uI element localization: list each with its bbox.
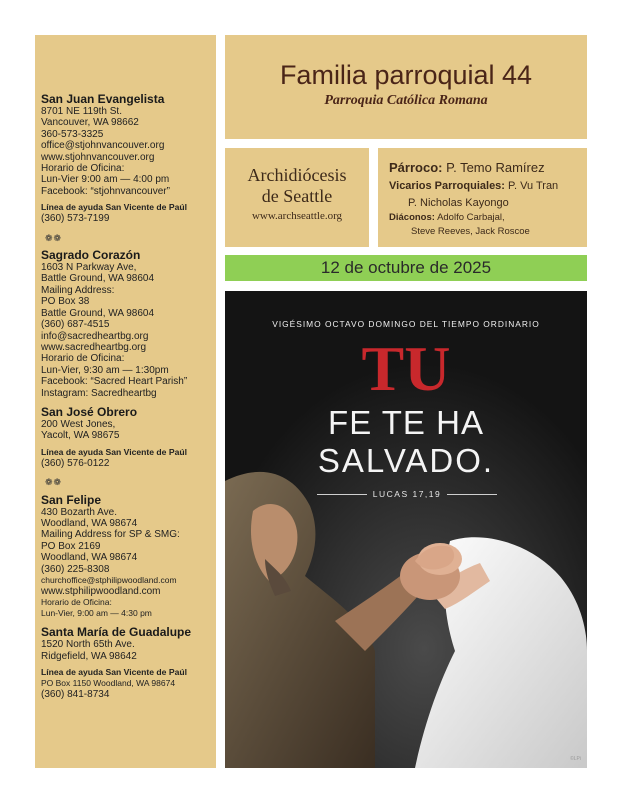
divider <box>447 494 497 495</box>
deacons-label: Diáconos: <box>389 212 435 223</box>
mailing-line: Woodland, WA 98674 <box>41 552 138 564</box>
address-line: Woodland, WA 98674 <box>41 517 138 529</box>
pastor-name: P. Temo Ramírez <box>446 160 545 175</box>
website-link[interactable]: www.stjohnvancouver.org <box>41 151 155 163</box>
bulletin-title: Familia parroquial 44 <box>279 60 533 90</box>
mailing-line: PO Box 38 <box>41 296 90 308</box>
flower-separator-icon: ❁❁ <box>45 232 63 243</box>
hotline-address: PO Box 1150 Woodland, WA 98674 <box>41 678 176 689</box>
parish-san-juan <box>41 92 216 225</box>
address-line: 1603 N Parkway Ave, <box>41 262 137 274</box>
bulletin-subtitle: Parroquia Católica Romana <box>324 93 488 108</box>
liturgical-sunday: VIGÉSIMO OCTAVO DOMINGO DEL TIEMPO ORDINARIO <box>272 319 540 329</box>
gospel-headline: TU <box>361 333 451 404</box>
archdiocese-website[interactable]: www.archseattle.org <box>251 210 343 222</box>
email-link[interactable]: info@sacredheartbg.org <box>41 330 149 342</box>
address-line: Ridgefield, WA 98642 <box>41 650 137 662</box>
bulletin-header <box>225 35 587 139</box>
bulletin-date: 12 de octubre de 2025 <box>225 255 587 281</box>
address-line: 430 Bozarth Ave. <box>41 506 117 518</box>
parish-name: San Juan Evangelista <box>41 92 165 106</box>
address-line: 200 West Jones, <box>41 418 116 430</box>
parish-name: Santa María de Guadalupe <box>41 625 192 640</box>
facebook-handle: Facebook: “stjohnvancouver” <box>41 185 170 197</box>
address-line: 8701 NE 119th St. <box>41 106 122 117</box>
address-line: Battle Ground, WA 98604 <box>41 273 155 285</box>
office-hours: Lun-Vier, 9:00 am — 4:30 pm <box>41 608 152 619</box>
hotline-phone: (360) 841-8734 <box>41 689 110 701</box>
hotline-phone: (360) 576-0122 <box>41 457 110 469</box>
vicar-name: P. Vu Tran <box>508 180 559 192</box>
mailing-label: Mailing Address for SP & SMG: <box>41 529 180 541</box>
mailing-line: PO Box 2169 <box>41 540 101 552</box>
parish-name: San José Obrero <box>41 404 138 419</box>
hours-label: Horario de Oficina: <box>41 597 112 608</box>
gospel-headline: SALVADO. <box>317 442 495 479</box>
mailing-label: Mailing Address: <box>41 284 115 296</box>
office-hours: Lun-Vier 9:00 am — 4:00 pm <box>41 174 170 186</box>
hotline-phone: (360) 573-7199 <box>41 213 110 225</box>
scripture-reference-row <box>317 489 497 499</box>
hotline-label: Línea de ayuda San Vicente de Paúl <box>41 446 187 457</box>
website-link[interactable]: www.stphilipwoodland.com <box>41 586 161 597</box>
archdiocese-box <box>225 148 369 247</box>
deacon-names: Adolfo Carbajal, <box>437 212 505 223</box>
website-link[interactable]: www.sacredheartbg.org <box>41 341 147 353</box>
address-line: Vancouver, WA 98662 <box>41 117 139 129</box>
parish-san-felipe <box>41 493 216 620</box>
parish-name: San Felipe <box>41 492 102 507</box>
address-line: Yacolt, WA 98675 <box>41 430 120 442</box>
parish-san-jose <box>41 405 216 469</box>
mailing-line: Battle Ground, WA 98604 <box>41 307 155 319</box>
pastor-label: Párroco: <box>389 160 443 175</box>
phone-number: 360-573-3325 <box>41 128 104 140</box>
divider <box>317 494 367 495</box>
parish-name: Sagrado Corazón <box>41 248 141 263</box>
address-line: 1520 North 65th Ave. <box>41 639 135 651</box>
archdiocese-name: Archidiócesis <box>247 165 347 185</box>
instagram-handle: Instagram: Sacredheartbg <box>41 387 157 399</box>
phone-number: (360) 225-8308 <box>41 563 110 575</box>
email-link[interactable]: churchoffice@stphilipwoodland.com <box>41 575 177 585</box>
gospel-illustration <box>225 291 587 768</box>
gospel-headline: FE TE HA <box>328 404 484 441</box>
scripture-reference: LUCAS 17,19 <box>372 489 442 499</box>
hours-label: Horario de Oficina: <box>41 163 125 175</box>
hotline-label: Línea de ayuda San Vicente de Paúl <box>41 202 187 213</box>
flower-separator-icon: ❁❁ <box>45 477 63 488</box>
vicars-label: Vicarios Parroquiales: <box>389 180 505 192</box>
parish-santa-maria <box>41 625 216 700</box>
archdiocese-name: de Seattle <box>261 186 333 206</box>
clergy-box <box>378 148 587 247</box>
deacon-names: Steve Reeves, Jack Roscoe <box>411 226 530 237</box>
email-link[interactable]: office@stjohnvancouver.org <box>41 140 165 152</box>
office-hours: Lun-Vier, 9:30 am — 1:30pm <box>41 364 169 376</box>
parish-sagrado-corazon <box>41 248 216 399</box>
hotline-label: Línea de ayuda San Vicente de Paúl <box>41 667 187 678</box>
image-credit: ©LPi <box>570 756 581 762</box>
vicar-name: P. Nicholas Kayongo <box>408 197 509 209</box>
hours-label: Horario de Oficina: <box>41 353 125 365</box>
facebook-handle: Facebook: “Sacred Heart Parish” <box>41 376 188 388</box>
phone-number: (360) 687-4515 <box>41 319 110 331</box>
parish-sidebar <box>35 35 216 768</box>
